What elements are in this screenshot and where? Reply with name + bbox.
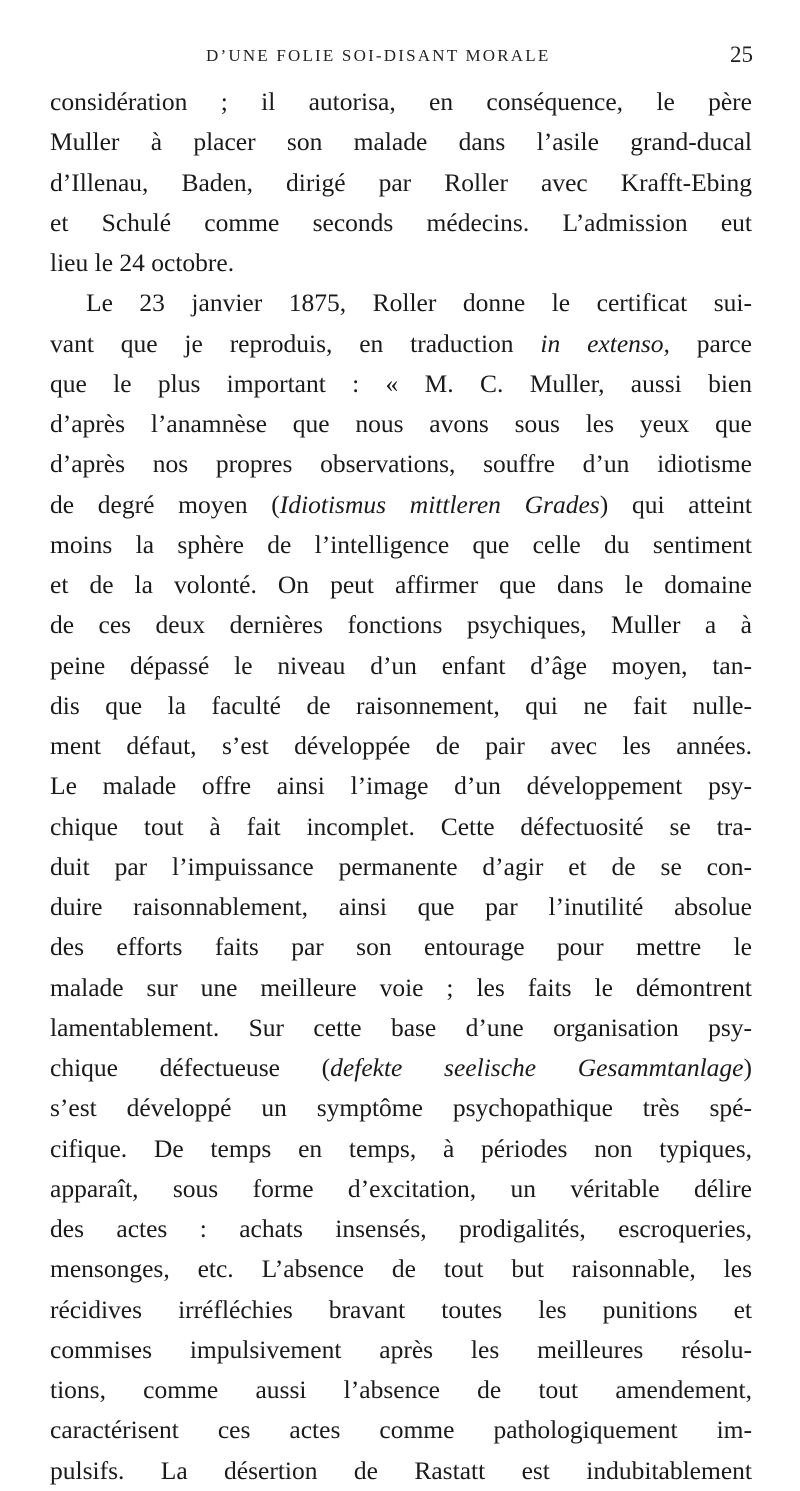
text-segment: récidives irréfléchies bravant toutes les punitions et bbox=[50, 1294, 752, 1324]
italic-text: defekte seelische Gesammtanlage bbox=[330, 1053, 744, 1082]
text-line bbox=[50, 927, 752, 967]
text-line bbox=[50, 1209, 752, 1249]
text-line bbox=[50, 605, 752, 645]
text-segment: vant que je reproduis, en traduction bbox=[50, 328, 541, 358]
text-segment: chique défectueuse ( bbox=[50, 1053, 331, 1082]
text-line bbox=[50, 847, 752, 887]
text-line bbox=[50, 324, 752, 364]
text-segment: que le plus important : « M. C. Muller, aussi bien bbox=[50, 368, 752, 398]
italic-text: Idiotismus mittleren Grades bbox=[279, 489, 600, 519]
text-segment: cifique. De temps en temps, à périodes non typiques, bbox=[50, 1133, 752, 1163]
text-segment: d’après l’anamnèse que nous avons sous les yeux que bbox=[50, 409, 752, 438]
text-line bbox=[50, 1370, 752, 1410]
text-line bbox=[50, 1451, 752, 1491]
running-title: D’UNE FOLIE SOI-DISANT MORALE bbox=[206, 46, 551, 65]
text-line bbox=[50, 82, 752, 122]
text-segment: peine dépassé le niveau d’un enfant d’âge moyen, tan- bbox=[50, 650, 752, 680]
text-segment: des actes : achats insensés, prodigalités, escroqueries, bbox=[50, 1214, 752, 1243]
text-line bbox=[50, 1410, 752, 1450]
text-line bbox=[50, 203, 752, 243]
text-segment: apparaît, sous forme d’excitation, un véritable délire bbox=[50, 1173, 752, 1203]
text-segment: pulsifs. La désertion de Rastatt est indubitablement bbox=[50, 1455, 752, 1485]
text-segment: malade sur une meilleure voie ; les faits le démontrent bbox=[50, 972, 752, 1002]
text-segment: caractérisent ces actes comme pathologiquement im- bbox=[50, 1415, 752, 1445]
text-segment: Muller à placer son malade dans l’asile grand-ducal bbox=[50, 127, 752, 157]
text-segment: d’Illenau, Baden, dirigé par Roller avec Krafft-Ebing bbox=[50, 167, 752, 197]
text-segment: Le 23 janvier 1875, Roller donne le certificat sui- bbox=[86, 288, 752, 318]
text-segment: commises impulsivement après les meilleures résolu- bbox=[50, 1334, 752, 1364]
text-line bbox=[50, 1048, 752, 1088]
text-segment: d’après nos propres observations, souffre d’un idiotisme bbox=[50, 449, 752, 479]
text-line bbox=[50, 122, 752, 162]
text-line bbox=[50, 1290, 752, 1330]
text-segment: ) qui atteint bbox=[599, 489, 752, 519]
text-segment: de degré moyen ( bbox=[50, 489, 280, 519]
text-line bbox=[50, 726, 752, 766]
text-segment: et de la volonté. On peut affirmer que dans le domaine bbox=[50, 570, 752, 599]
text-line bbox=[50, 485, 752, 525]
running-head bbox=[0, 42, 800, 72]
text-segment: s’est développé un symptôme psychopathique très spé- bbox=[50, 1093, 752, 1123]
page-number: 25 bbox=[730, 42, 753, 67]
text-line bbox=[50, 646, 752, 686]
text-line bbox=[50, 1129, 752, 1169]
italic-text: in extenso, bbox=[540, 328, 670, 358]
text-line bbox=[50, 686, 752, 726]
text-segment: des efforts faits par son entourage pour mettre le bbox=[50, 932, 752, 962]
text-segment: ) bbox=[743, 1053, 752, 1082]
text-line bbox=[50, 1169, 752, 1209]
text-segment: parce bbox=[669, 328, 752, 358]
text-segment: duire raisonnablement, ainsi que par l’inutilité absolue bbox=[50, 892, 752, 921]
text-line bbox=[50, 404, 752, 444]
text-segment: chique tout à fait incomplet. Cette défectuosité se tra- bbox=[50, 811, 752, 841]
text-line bbox=[50, 1330, 752, 1370]
text-segment: dis que la faculté de raisonnement, qui ne fait nulle- bbox=[50, 690, 752, 720]
text-line bbox=[50, 1249, 752, 1289]
text-line bbox=[50, 807, 752, 847]
body-text bbox=[50, 82, 752, 1491]
text-segment: ment défaut, s’est développée de pair avec les années. bbox=[50, 731, 752, 760]
text-line bbox=[50, 968, 752, 1008]
text-segment: lamentablement. Sur cette base d’une organisation psy- bbox=[50, 1012, 752, 1042]
text-segment: Le malade offre ainsi l’image d’un développement psy- bbox=[50, 771, 752, 801]
text-segment: mensonges, etc. L’absence de tout but raisonnable, les bbox=[50, 1254, 752, 1284]
text-line bbox=[50, 163, 752, 203]
text-segment: et Schulé comme seconds médecins. L’admission eut bbox=[50, 207, 752, 237]
text-line bbox=[50, 887, 752, 927]
text-segment: de ces deux dernières fonctions psychiques, Muller a à bbox=[50, 610, 752, 640]
text-line bbox=[50, 243, 752, 283]
text-segment: moins la sphère de l’intelligence que celle du sentiment bbox=[50, 529, 752, 559]
text-line bbox=[50, 525, 752, 565]
text-line bbox=[50, 364, 752, 404]
text-line bbox=[50, 444, 752, 484]
text-segment: duit par l’impuissance permanente d’agir et de se con- bbox=[50, 851, 752, 881]
text-line bbox=[50, 1088, 752, 1128]
text-segment: lieu le 24 octobre. bbox=[50, 248, 235, 277]
text-segment: tions, comme aussi l’absence de tout amendement, bbox=[50, 1375, 752, 1404]
text-line bbox=[50, 1008, 752, 1048]
text-line bbox=[50, 565, 752, 605]
text-line bbox=[50, 766, 752, 806]
text-line bbox=[50, 283, 752, 323]
text-segment: considération ; il autorisa, en conséquence, le père bbox=[50, 87, 752, 116]
